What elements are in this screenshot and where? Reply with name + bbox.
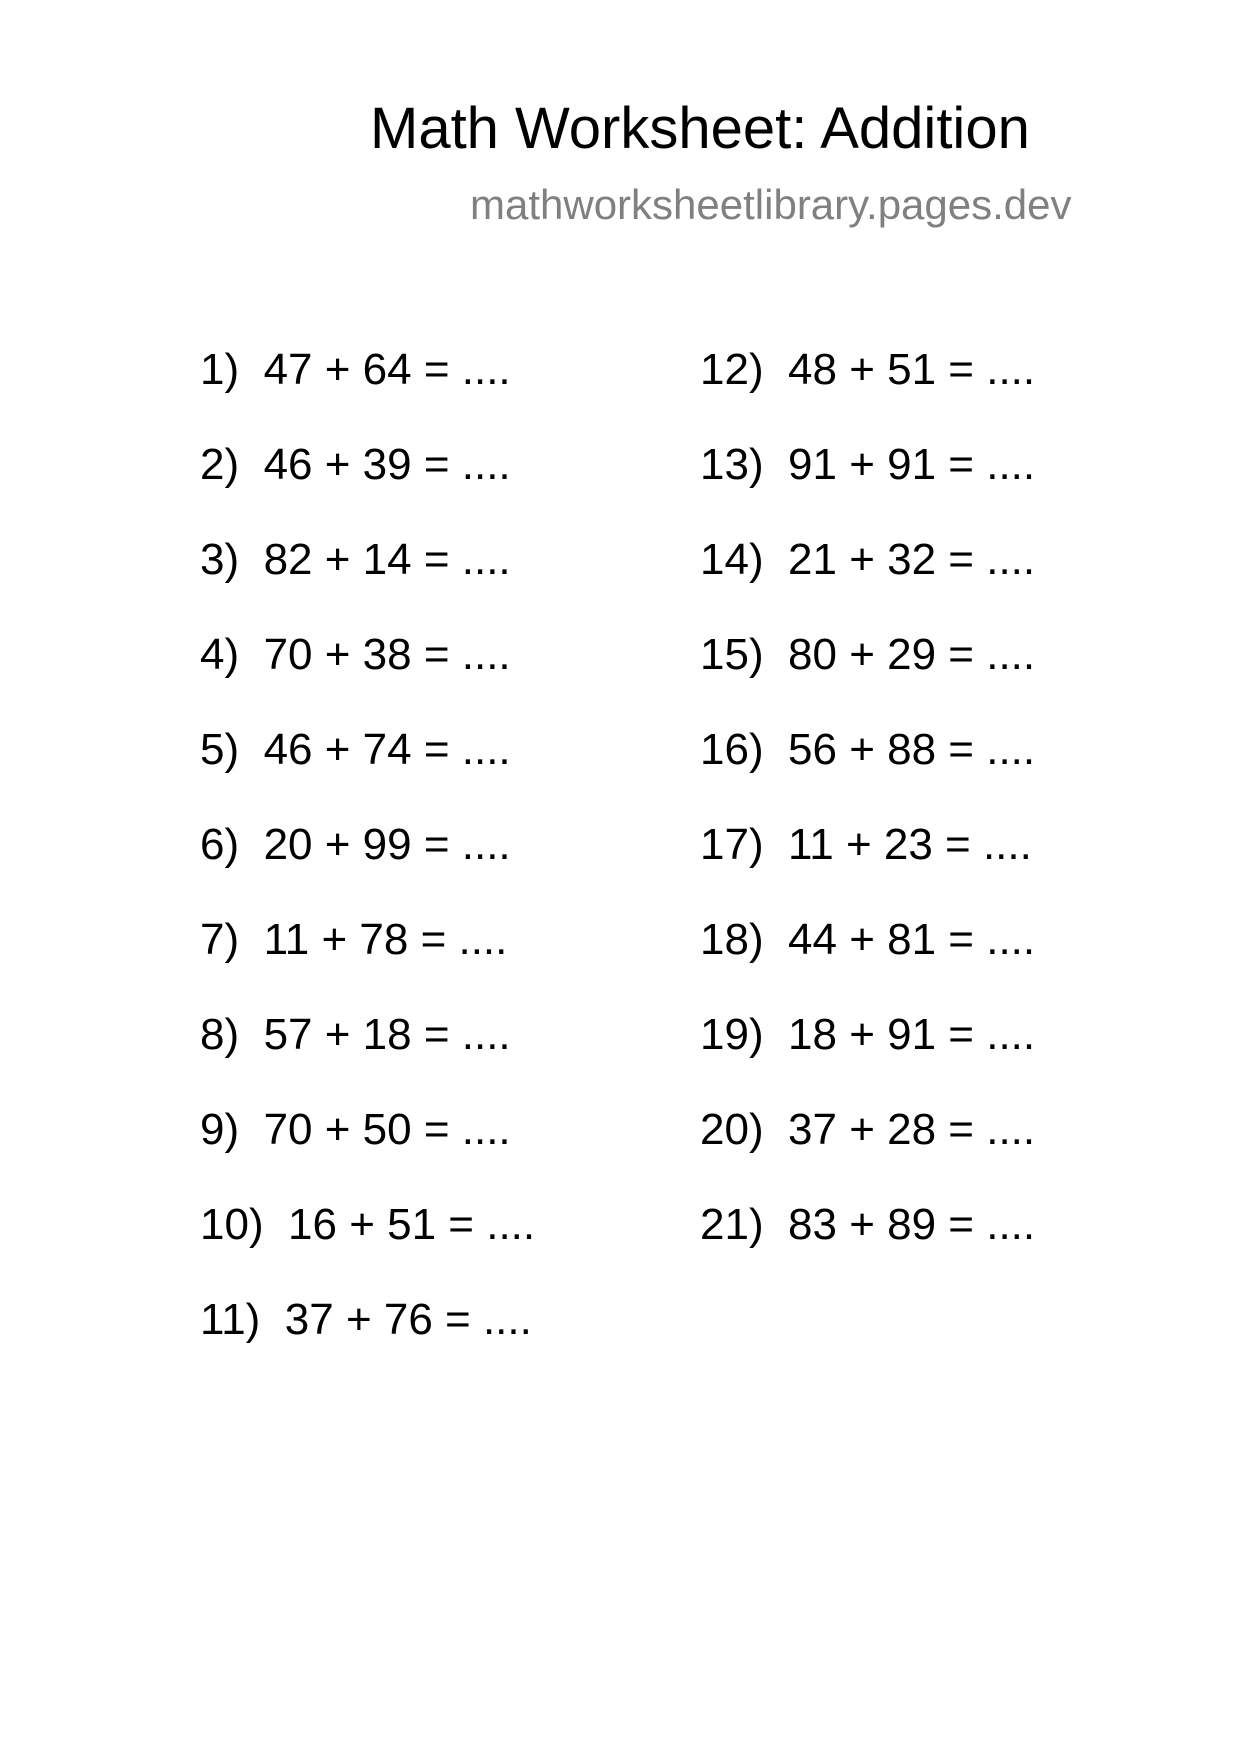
problem-expression: 57 + 18 = .... (263, 1010, 511, 1059)
problem-item (200, 820, 620, 918)
problem-number: 13) (700, 440, 764, 489)
problem-number: 17) (700, 820, 764, 869)
problem-item (700, 725, 1120, 823)
problem-item (200, 725, 620, 823)
problem-expression: 91 + 91 = .... (788, 440, 1036, 489)
problem-expression: 70 + 50 = .... (263, 1105, 511, 1154)
problem-expression: 56 + 88 = .... (788, 725, 1036, 774)
problem-expression: 11 + 23 = .... (788, 820, 1032, 869)
problem-expression: 46 + 74 = .... (263, 725, 511, 774)
problem-expression: 37 + 28 = .... (788, 1105, 1036, 1154)
worksheet-title: Math Worksheet: Addition (370, 96, 1030, 161)
problem-item (200, 535, 620, 633)
problem-number: 15) (700, 630, 764, 679)
problem-item (200, 1010, 620, 1108)
problem-number: 7) (200, 915, 240, 964)
problem-item (700, 915, 1120, 1013)
problem-expression: 82 + 14 = .... (263, 535, 511, 584)
problem-number: 8) (200, 1010, 240, 1059)
problem-number: 4) (200, 630, 240, 679)
problem-item (200, 1200, 620, 1298)
problem-item (200, 1295, 620, 1393)
problem-item (700, 535, 1120, 633)
problem-expression: 18 + 91 = .... (788, 1010, 1036, 1059)
problem-column-left (200, 345, 620, 1393)
problem-number: 18) (700, 915, 764, 964)
problem-number: 12) (700, 345, 764, 394)
site-url: mathworksheetlibrary.pages.dev (470, 181, 1072, 228)
problem-item (200, 440, 620, 538)
problem-number: 3) (200, 535, 240, 584)
problem-expression: 46 + 39 = .... (263, 440, 511, 489)
problem-number: 1) (200, 345, 240, 394)
problem-item (700, 440, 1120, 538)
problem-expression: 20 + 99 = .... (263, 820, 511, 869)
problem-number: 2) (200, 440, 240, 489)
problem-item (200, 345, 620, 443)
problem-expression: 48 + 51 = .... (788, 345, 1036, 394)
problem-expression: 83 + 89 = .... (788, 1200, 1036, 1249)
problem-item (200, 630, 620, 728)
problem-expression: 11 + 78 = .... (263, 915, 508, 964)
problem-expression: 37 + 76 = .... (284, 1295, 532, 1344)
problem-item (200, 915, 620, 1013)
problem-item (700, 1010, 1120, 1108)
problem-number: 14) (700, 535, 764, 584)
problem-item (700, 630, 1120, 728)
problem-number: 19) (700, 1010, 764, 1059)
problem-item (700, 345, 1120, 443)
problem-expression: 80 + 29 = .... (788, 630, 1036, 679)
problem-number: 6) (200, 820, 240, 869)
problem-expression: 21 + 32 = .... (788, 535, 1036, 584)
problem-expression: 16 + 51 = .... (288, 1200, 536, 1249)
problem-number: 10) (200, 1200, 264, 1249)
problem-column-right (700, 345, 1120, 1298)
problem-number: 5) (200, 725, 240, 774)
problem-expression: 44 + 81 = .... (788, 915, 1036, 964)
problem-item (700, 1200, 1120, 1298)
problem-number: 16) (700, 725, 764, 774)
problem-number: 20) (700, 1105, 764, 1154)
problem-item (700, 820, 1120, 918)
problem-number: 21) (700, 1200, 764, 1249)
problem-expression: 70 + 38 = .... (263, 630, 511, 679)
problem-item (200, 1105, 620, 1203)
problem-number: 9) (200, 1105, 240, 1154)
problem-item (700, 1105, 1120, 1203)
problem-expression: 47 + 64 = .... (263, 345, 511, 394)
problem-number: 11) (200, 1295, 261, 1344)
